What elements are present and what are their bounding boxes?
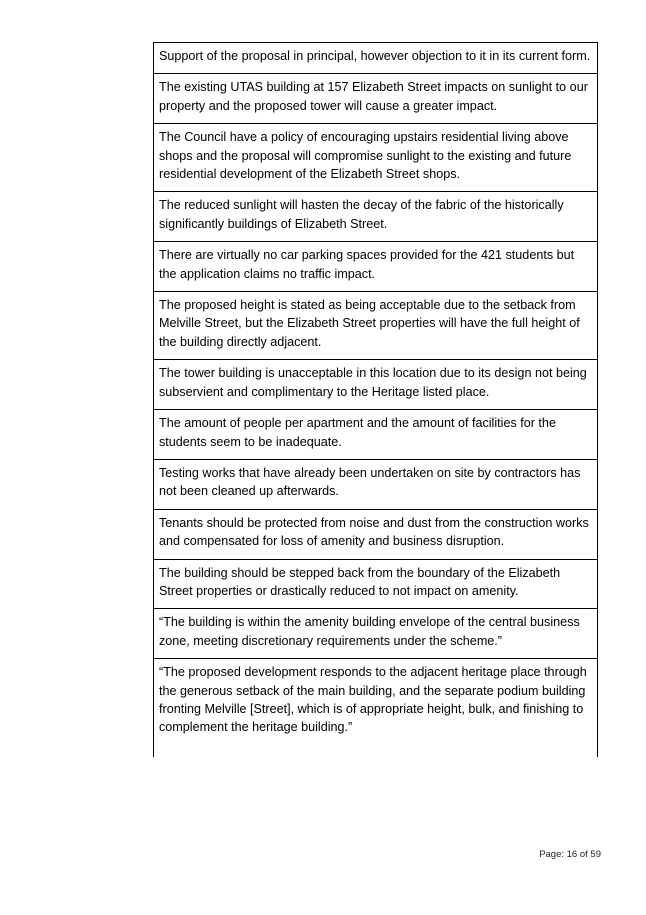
table-row xyxy=(154,509,598,559)
table-cell: The existing UTAS building at 157 Elizabeth Street impacts on sunlight to our property and the proposed tower will cause a greater impact. xyxy=(154,74,598,124)
table-row xyxy=(154,410,598,460)
table-cell: The proposed height is stated as being acceptable due to the setback from Melville Street, but the Elizabeth Street properties will have the full height of the building directly adjacent. xyxy=(154,292,598,360)
table-row xyxy=(154,659,598,757)
table-cell: Tenants should be protected from noise and dust from the construction works and compensated for loss of amenity and business disruption. xyxy=(154,509,598,559)
table-cell: The Council have a policy of encouraging upstairs residential living above shops and the proposal will compromise sunlight to the existing and future residential development of the Elizabeth Street shops. xyxy=(154,124,598,192)
table-row xyxy=(154,292,598,360)
table-row xyxy=(154,360,598,410)
table-cell: Testing works that have already been undertaken on site by contractors has not been cleaned up afterwards. xyxy=(154,459,598,509)
table-cell: The reduced sunlight will hasten the decay of the fabric of the historically significantly buildings of Elizabeth Street. xyxy=(154,192,598,242)
table-cell: Support of the proposal in principal, however objection to it in its current form. xyxy=(154,43,598,74)
table-row xyxy=(154,459,598,509)
table-row xyxy=(154,609,598,659)
table-cell: The amount of people per apartment and the amount of facilities for the students seem to be inadequate. xyxy=(154,410,598,460)
objection-table xyxy=(153,42,598,757)
table-cell: The tower building is unacceptable in this location due to its design not being subservient and complimentary to the Heritage listed place. xyxy=(154,360,598,410)
table-cell: The building should be stepped back from the boundary of the Elizabeth Street properties or drastically reduced to not impact on amenity. xyxy=(154,559,598,609)
table-cell: “The building is within the amenity building envelope of the central business zone, meeting discretionary requirements under the scheme.” xyxy=(154,609,598,659)
table-row xyxy=(154,124,598,192)
table-row xyxy=(154,74,598,124)
page-number: Page: 16 of 59 xyxy=(539,849,601,860)
table-row xyxy=(154,242,598,292)
table-cell: There are virtually no car parking spaces provided for the 421 students but the application claims no traffic impact. xyxy=(154,242,598,292)
table-row xyxy=(154,559,598,609)
table-cell: “The proposed development responds to the adjacent heritage place through the generous setback of the main building, and the separate podium building fronting Melville [Street], which is of appropriate height, bulk, and finishing to complement the heritage building.” xyxy=(154,659,598,757)
table-row xyxy=(154,43,598,74)
table-row xyxy=(154,192,598,242)
